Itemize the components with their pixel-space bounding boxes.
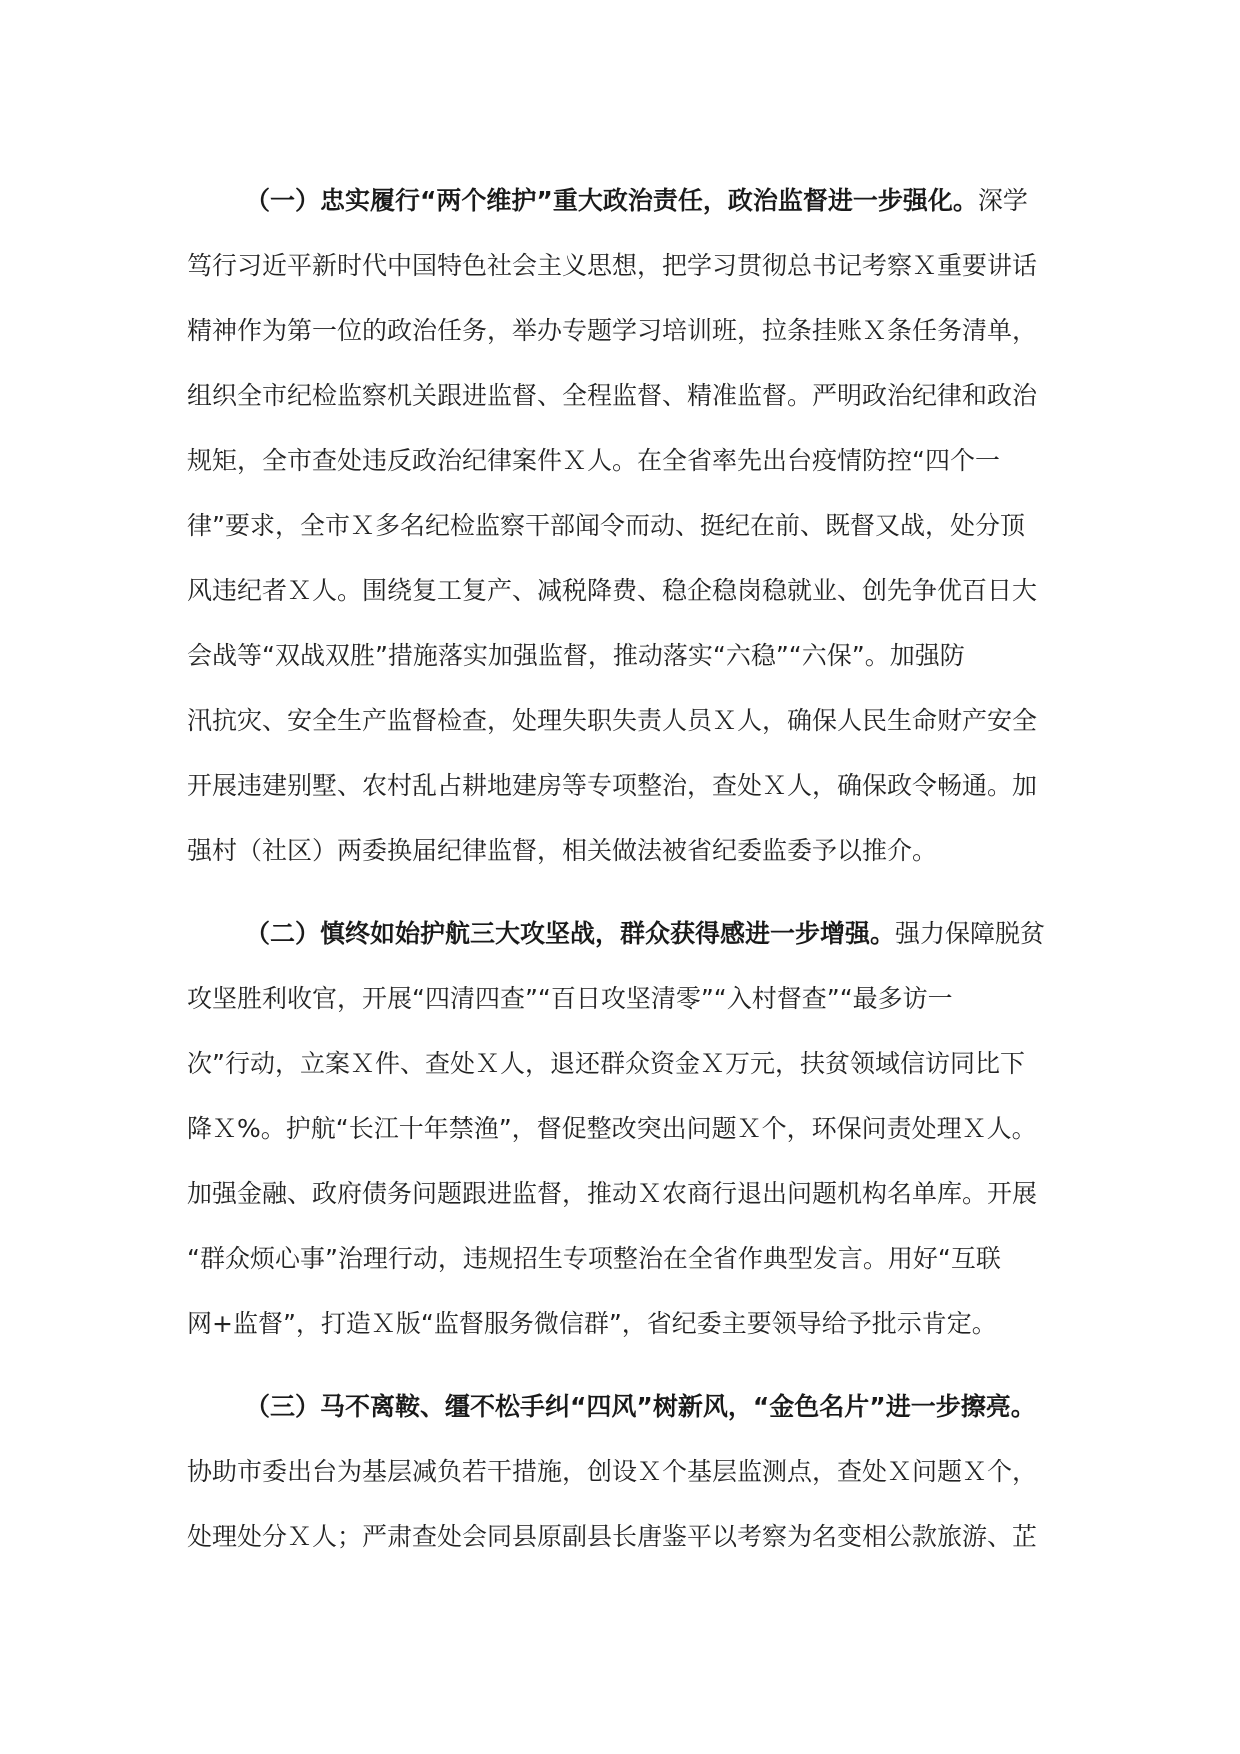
document-body	[187, 168, 1057, 1587]
paragraph-1-heading-tail: 深学	[977, 186, 1028, 215]
paragraph-3-line: 处理处分Ｘ人；严肃查处会同县原副县长唐鉴平以考察为名变相公款旅游、芷	[187, 1522, 1038, 1551]
paragraph-1	[187, 168, 1057, 883]
paragraph-2	[187, 901, 1057, 1356]
paragraph-3-line-1	[187, 1374, 1057, 1439]
paragraph-2-line: 网+监督”，打造Ｘ版“监督服务微信群”，省纪委主要领导给予批示肯定。	[187, 1309, 997, 1338]
paragraph-1-line: 规矩，全市查处违反政治纪律案件Ｘ人。在全省率先出台疫情防控“四个一	[187, 446, 1000, 475]
paragraph-1-line: 笃行习近平新时代中国特色社会主义思想，把学习贯彻总书记考察Ｘ重要讲话	[187, 251, 1038, 280]
paragraph-2-line: 加强金融、政府债务问题跟进监督，推动Ｘ农商行退出问题机构名单库。开展	[187, 1179, 1038, 1208]
paragraph-1-line: 汛抗灾、安全生产监督检查，处理失职失责人员Ｘ人，确保人民生命财产安全	[187, 706, 1038, 735]
paragraph-1-line: 会战等“双战双胜”措施落实加强监督，推动落实“六稳”“六保”。加强防	[187, 641, 965, 670]
paragraph-1-line: 精神作为第一位的政治任务，举办专题学习培训班，拉条挂账Ｘ条任务清单，	[187, 316, 1038, 345]
paragraph-2-line: 降Ｘ%。护航“长江十年禁渔”，督促整改突出问题Ｘ个，环保问责处理Ｘ人。	[187, 1114, 1037, 1143]
paragraph-2-line: 次”行动，立案Ｘ件、查处Ｘ人，退还群众资金Ｘ万元，扶贫领域信访同比下	[187, 1049, 1025, 1078]
paragraph-1-heading: （一）忠实履行“两个维护”重大政治责任，政治监督进一步强化。	[245, 186, 978, 215]
paragraph-1-line: 律”要求，全市Ｘ多名纪检监察干部闻令而动、挺纪在前、既督又战，处分顶	[187, 511, 1025, 540]
paragraph-2-line-1	[187, 901, 1057, 966]
paragraph-2-heading-tail: 强力保障脱贫	[895, 919, 1046, 948]
paragraph-3-line: 协助市委出台为基层减负若干措施，创设Ｘ个基层监测点，查处Ｘ问题Ｘ个，	[187, 1457, 1038, 1486]
paragraph-2-heading: （二）慎终如始护航三大攻坚战，群众获得感进一步增强。	[245, 919, 896, 948]
paragraph-1-line: 风违纪者Ｘ人。围绕复工复产、减税降费、稳企稳岗稳就业、创先争优百日大	[187, 576, 1038, 605]
paragraph-1-line-1	[187, 168, 1057, 233]
paragraph-1-line: 开展违建别墅、农村乱占耕地建房等专项整治，查处Ｘ人，确保政令畅通。加	[187, 771, 1038, 800]
paragraph-1-line: 强村（社区）两委换届纪律监督，相关做法被省纪委监委予以推介。	[187, 836, 938, 865]
paragraph-2-line: “群众烦心事”治理行动，违规招生专项整治在全省作典型发言。用好“互联	[187, 1244, 1001, 1273]
paragraph-3	[187, 1374, 1057, 1569]
paragraph-2-line: 攻坚胜利收官，开展“四清四查”“百日攻坚清零”“入村督查”“最多访一	[187, 984, 953, 1013]
paragraph-3-heading: （三）马不离鞍、缰不松手纠“四风”树新风，“金色名片”进一步擦亮。	[245, 1392, 1036, 1421]
paragraph-1-line: 组织全市纪检监察机关跟进监督、全程监督、精准监督。严明政治纪律和政治	[187, 381, 1038, 410]
